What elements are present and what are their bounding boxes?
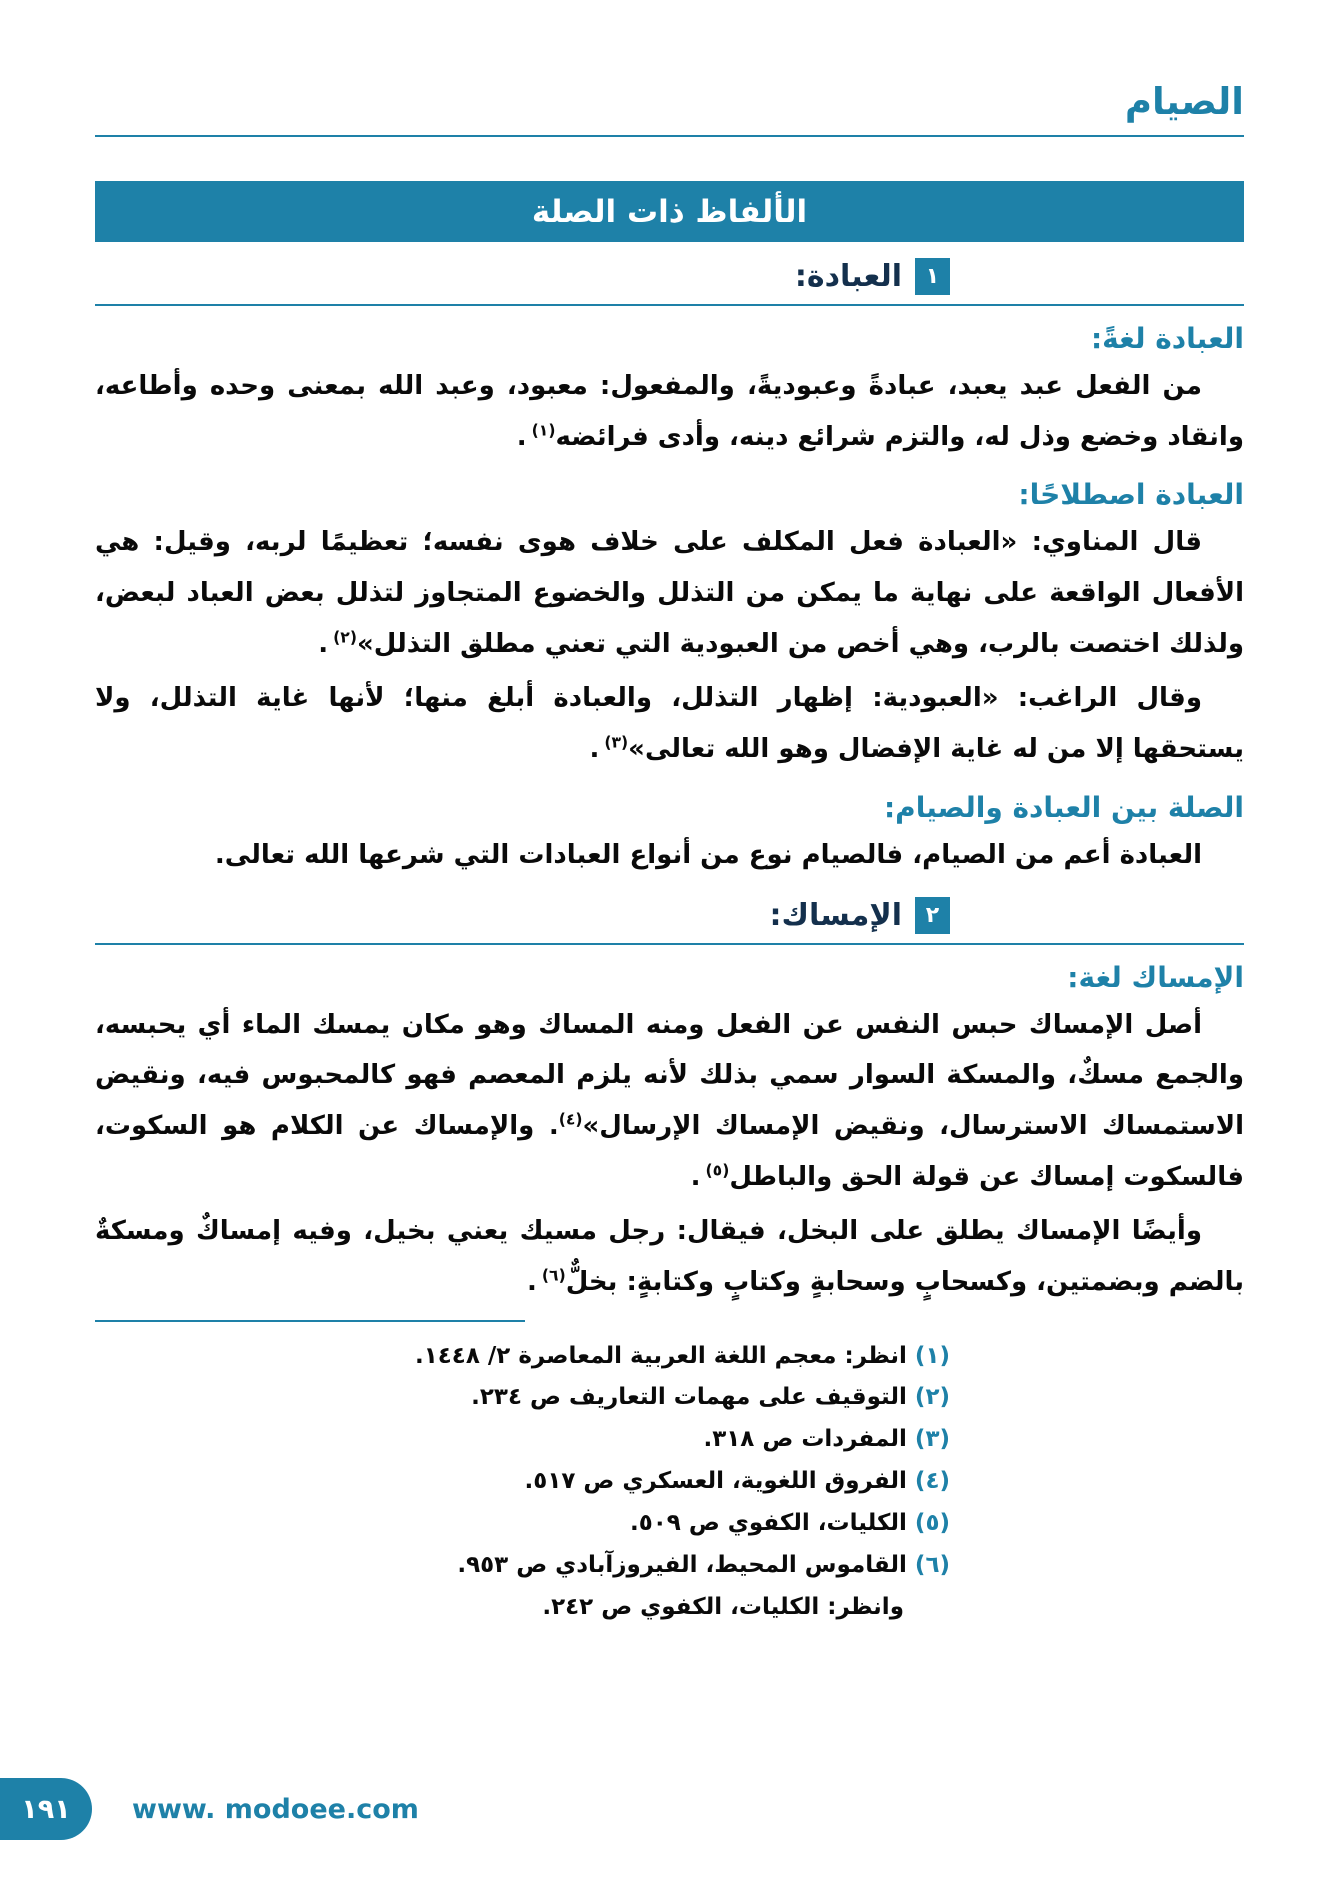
section-imsak xyxy=(95,897,1244,1308)
footnote-text: الفروق اللغوية، العسكري ص ٥١٧. xyxy=(524,1468,907,1495)
page-footer xyxy=(0,1778,419,1840)
section-number-badge: ١ xyxy=(915,258,950,295)
section-number-badge: ٢ xyxy=(915,897,950,934)
footnote-marker-6: (٦) xyxy=(541,1266,566,1285)
footnote-marker-5: (٥) xyxy=(705,1160,730,1179)
header-rule xyxy=(95,135,1244,137)
page-header xyxy=(95,80,1244,137)
period: . xyxy=(589,734,600,765)
subheading-imsak-lugha: الإمساك لغة: xyxy=(1067,960,1244,994)
footnote-number: (٤) xyxy=(914,1468,950,1495)
section-heading-ibadah xyxy=(95,258,950,295)
chapter-title: الصيام xyxy=(1124,80,1244,123)
footnote-text: الكليات، الكفوي ص ٥٠٩. xyxy=(629,1510,907,1537)
paragraph-ibadah-lugha xyxy=(95,361,1244,462)
paragraph-munawi-quote xyxy=(95,517,1244,669)
paragraph-imsak-bukhl xyxy=(95,1206,1244,1307)
footnote-number: (٢) xyxy=(914,1384,950,1411)
footnote-marker-4: (٤) xyxy=(558,1110,583,1129)
period: . xyxy=(690,1161,701,1192)
footnote-item xyxy=(95,1336,950,1378)
footnote-item xyxy=(95,1419,950,1461)
paragraph-text: وأيضًا الإمساك يطلق على البخل، فيقال: رجل مسيك يعني بخيل، وفيه إمساكٌ ومسكةٌ بالضم وبضمتين، وكسحابٍ وسحابةٍ وكتابٍ وكتابةٍ: بخلٌّ xyxy=(95,1216,1244,1297)
footnote-text: المفردات ص ٣١٨. xyxy=(703,1426,907,1453)
footnote-text: التوقيف على مهمات التعاريف ص ٢٣٤. xyxy=(471,1384,907,1411)
subheading-ibadah-lugha: العبادة لغةً: xyxy=(1090,322,1244,355)
paragraph-silah xyxy=(95,830,1244,881)
paragraph-text: من الفعل عبد يعبد، عبادةً وعبوديةً، والمفعول: معبود، وعبد الله بمعنى وحده وأطاعه، وانقاد وخضع وذل له، والتزم شرائع دينه، وأدى فرائضه xyxy=(95,371,1244,452)
paragraph-text: قال المناوي: «العبادة فعل المكلف على خلاف هوى نفسه؛ تعظيمًا لربه، وقيل: هي الأفعال الواقعة على نهاية ما يمكن من التذلل والخضوع المتجاوز لتذلل بعض العباد لبعض، ولذلك اختصت بالرب، وهي أخص من العبودية التي تعني مطلق التذلل» xyxy=(95,527,1244,659)
paragraph-text: وقال الراغب: «العبودية: إظهار التذلل، والعبادة أبلغ منها؛ لأنها غاية التذلل، ولا يستحقها إلا من له غاية الإفضال وهو الله تعالى» xyxy=(95,683,1244,765)
footnotes-list xyxy=(95,1336,950,1629)
section-title-imsak: الإمساك: xyxy=(769,897,902,933)
paragraph-text: أصل الإمساك حبس النفس عن الفعل ومنه المساك وهو مكان يمسك الماء أي يحبسه، والجمع مسكٌ، والمسكة السوار سمي بذلك لأنه يلزم المعصم فهو كالمحبوس فيه، ونقيض الاستمساك الاسترسال، ونقيض الإمساك الإرسال» xyxy=(95,1009,1244,1141)
footnote-item xyxy=(95,1377,950,1419)
paragraph-imsak-lugha xyxy=(95,1000,1244,1203)
paragraph-text: . والإمساك عن الكلام هو السكوت، فالسكوت إمساك عن قولة الحق والباطل xyxy=(95,1110,1244,1192)
footnote-separator xyxy=(95,1320,525,1322)
section-ibadah xyxy=(95,258,1244,881)
footnote-text: وانظر: الكليات، الكفوي ص ٢٤٢. xyxy=(542,1593,904,1620)
footnote-item xyxy=(95,1503,950,1545)
footnote-marker-3: (٣) xyxy=(604,733,629,752)
footnote-text: انظر: معجم اللغة العربية المعاصرة ٢/ ١٤٤٨. xyxy=(414,1342,907,1369)
footnote-item-continuation xyxy=(95,1587,950,1629)
footnote-marker-1: (١) xyxy=(531,421,556,440)
paragraph-raghib-quote xyxy=(95,673,1244,774)
footnote-number: (٣) xyxy=(914,1426,950,1453)
page-number-tab xyxy=(0,1778,92,1840)
period: . xyxy=(318,628,329,659)
section-rule xyxy=(95,943,1244,945)
banner-title: الألفاظ ذات الصلة xyxy=(531,193,808,230)
footnote-item xyxy=(95,1545,950,1587)
period: . xyxy=(516,421,527,452)
section-title-ibadah: العبادة: xyxy=(794,259,902,294)
footnote-item xyxy=(95,1461,950,1503)
website-url: www. modoee.com xyxy=(132,1793,419,1825)
section-heading-imsak xyxy=(95,897,950,934)
footnote-number: (١) xyxy=(914,1342,950,1369)
footnote-number: (٦) xyxy=(914,1551,950,1578)
period: . xyxy=(527,1266,537,1297)
section-rule xyxy=(95,304,1244,306)
subheading-ibadah-istilah: العبادة اصطلاحًا: xyxy=(1018,478,1244,512)
related-terms-banner xyxy=(95,181,1244,242)
footnote-marker-2: (٢) xyxy=(333,628,357,647)
footnote-text: القاموس المحيط، الفيروزآبادي ص ٩٥٣. xyxy=(457,1551,907,1578)
paragraph-text: العبادة أعم من الصيام، فالصيام نوع من أنواع العبادات التي شرعها الله تعالى. xyxy=(214,839,1202,870)
subheading-silah: الصلة بين العبادة والصيام: xyxy=(883,790,1244,824)
page-number: ١٩١ xyxy=(21,1793,71,1825)
footnote-number: (٥) xyxy=(914,1510,950,1537)
